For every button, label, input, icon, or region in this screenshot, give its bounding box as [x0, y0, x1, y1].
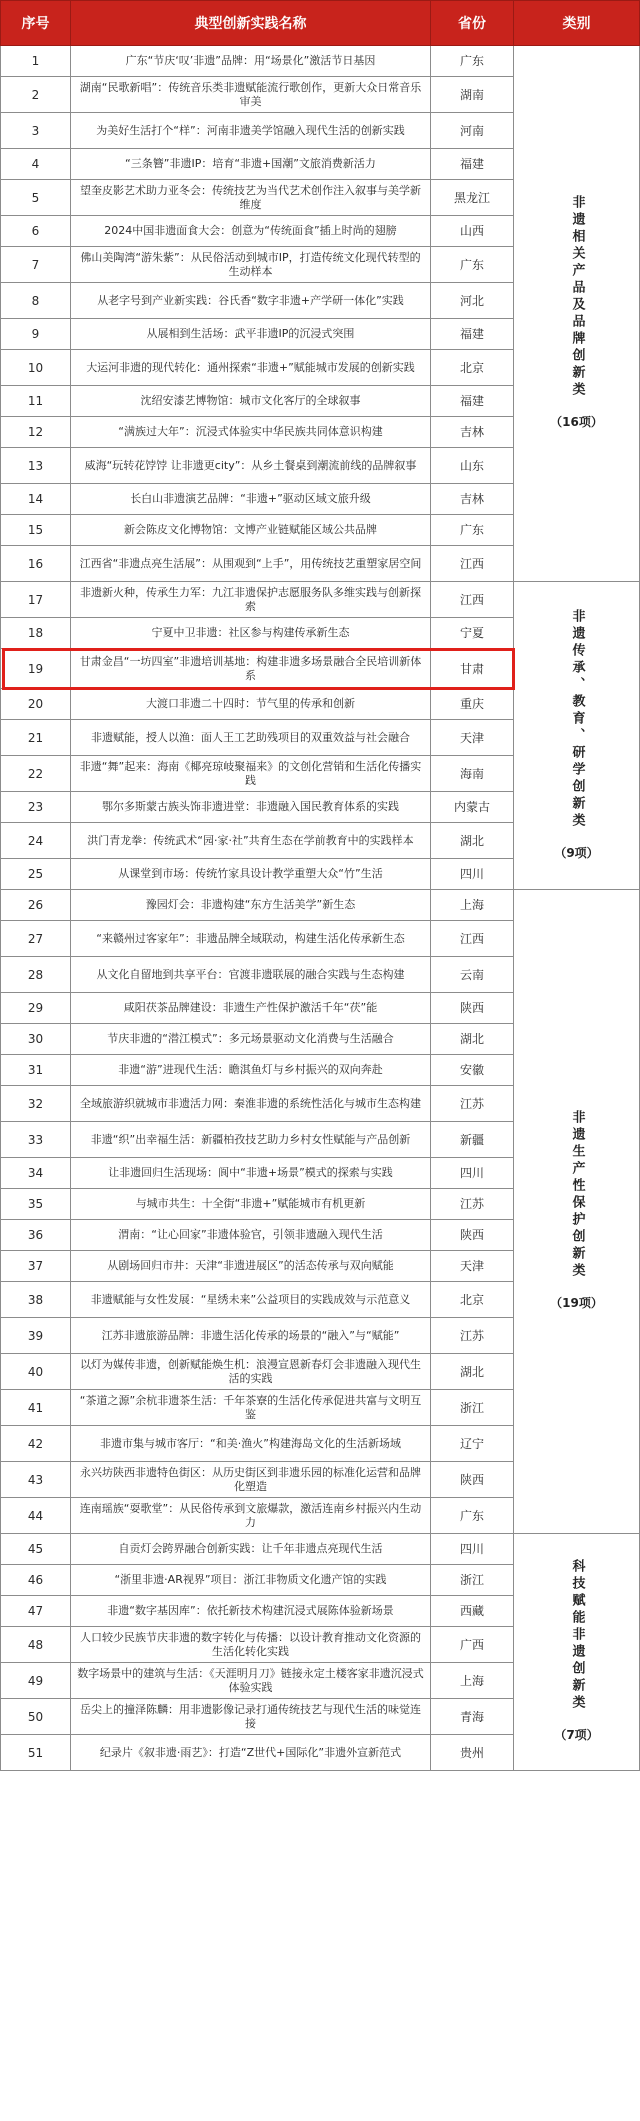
table-row [1, 46, 640, 77]
cell-name: 永兴坊陕西非遗特色街区：从历史街区到非遗乐园的标准化运营和品牌化塑造 [71, 1462, 431, 1498]
cell-name: 非遗“数字基因库”：依托新技术构建沉浸式展陈体验新场景 [71, 1596, 431, 1627]
cell-no: 18 [1, 618, 71, 649]
cell-province: 云南 [431, 957, 514, 993]
cell-province: 安徽 [431, 1055, 514, 1086]
cell-province: 四川 [431, 1158, 514, 1189]
cell-province: 西藏 [431, 1596, 514, 1627]
cell-name: “满族过大年”：沉浸式体验实中华民族共同体意识构建 [71, 417, 431, 448]
category-count: （16项） [550, 415, 603, 429]
cell-no: 10 [1, 350, 71, 386]
cell-no: 47 [1, 1596, 71, 1627]
cell-no: 1 [1, 46, 71, 77]
cell-no: 38 [1, 1282, 71, 1318]
cell-name: 新会陈皮文化博物馆：文博产业链赋能区域公共品牌 [71, 515, 431, 546]
cell-name: 以灯为媒传非遗，创新赋能焕生机：浪漫宣恩新春灯会非遗融入现代生活的实践 [71, 1354, 431, 1390]
cell-no: 13 [1, 448, 71, 484]
cell-province: 上海 [431, 890, 514, 921]
cell-province: 陕西 [431, 993, 514, 1024]
cell-name: “来赣州过客家年”：非遗品牌全域联动，构建生活化传承新生态 [71, 921, 431, 957]
cell-province: 陕西 [431, 1220, 514, 1251]
cell-province: 陕西 [431, 1462, 514, 1498]
cell-province: 浙江 [431, 1565, 514, 1596]
cell-name: 全域旅游织就城市非遗活力网：秦淮非遗的系统性活化与城市生态构建 [71, 1086, 431, 1122]
cell-province: 海南 [431, 756, 514, 792]
cell-no: 48 [1, 1627, 71, 1663]
cell-name: 从剧场回归市井：天津“非遗进展区”的活态传承与双向赋能 [71, 1251, 431, 1282]
cell-province: 湖北 [431, 1354, 514, 1390]
cell-no: 22 [1, 756, 71, 792]
cell-no: 28 [1, 957, 71, 993]
category-count: （19项） [550, 1296, 603, 1310]
cell-name: 鄂尔多斯蒙古族头饰非遗进堂：非遗融入国民教育体系的实践 [71, 792, 431, 823]
cell-no: 19 [1, 649, 71, 689]
cell-province: 新疆 [431, 1122, 514, 1158]
category-count: （9项） [554, 845, 599, 860]
category-label: 科技赋能非遗创新类 [569, 1559, 585, 1712]
cell-no: 50 [1, 1699, 71, 1735]
cell-province: 甘肃 [431, 649, 514, 689]
cell-name: 长白山非遗演艺品牌：“非遗+”驱动区域文旅升级 [71, 484, 431, 515]
table-row [1, 1534, 640, 1565]
cell-province: 宁夏 [431, 618, 514, 649]
cell-name: 广东“节庆‘叹’非遗”品牌：用“场景化”激活节日基因 [71, 46, 431, 77]
cell-province: 江苏 [431, 1086, 514, 1122]
cell-name: 连南瑶族“耍歌堂”：从民俗传承到文旅爆款，激活连南乡村振兴内生动力 [71, 1498, 431, 1534]
category-cell [514, 582, 640, 890]
cell-name: 非遗赋能，授人以渔：面人王工艺助残项目的双重效益与社会融合 [71, 720, 431, 756]
cell-province: 北京 [431, 350, 514, 386]
cell-name: 为美好生活打个“样”：河南非遗美学馆融入现代生活的创新实践 [71, 113, 431, 149]
cell-no: 3 [1, 113, 71, 149]
cell-no: 12 [1, 417, 71, 448]
cell-province: 吉林 [431, 417, 514, 448]
cell-name: 江苏非遗旅游品牌：非遗生活化传承的场景的“融入”与“赋能” [71, 1318, 431, 1354]
cell-name: 望奎皮影艺术助力亚冬会：传统技艺为当代艺术创作注入叙事与美学新维度 [71, 180, 431, 216]
cell-no: 40 [1, 1354, 71, 1390]
cell-name: 非遗赋能与女性发展：“星绣未来”公益项目的实践成效与示范意义 [71, 1282, 431, 1318]
cell-no: 51 [1, 1735, 71, 1771]
cell-province: 湖南 [431, 77, 514, 113]
cell-province: 黑龙江 [431, 180, 514, 216]
cell-name: 威海“玩转花饽饽 让非遗更city”：从乡土餐桌到潮流前线的品牌叙事 [71, 448, 431, 484]
cell-province: 内蒙古 [431, 792, 514, 823]
cell-name: 从课堂到市场：传统竹家具设计教学重塑大众“竹”生活 [71, 859, 431, 890]
cell-name: 非遗新火种，传承生力军：九江非遗保护志愿服务队多维实践与创新探索 [71, 582, 431, 618]
cell-name: 2024中国非遗面食大会：创意为“传统面食”插上时尚的翅膀 [71, 216, 431, 247]
cell-province: 江苏 [431, 1318, 514, 1354]
cell-province: 广东 [431, 247, 514, 283]
cell-no: 23 [1, 792, 71, 823]
cell-province: 福建 [431, 386, 514, 417]
cell-name: 节庆非遗的“潜江模式”：多元场景驱动文化消费与生活融合 [71, 1024, 431, 1055]
cell-no: 29 [1, 993, 71, 1024]
cell-no: 30 [1, 1024, 71, 1055]
cell-no: 45 [1, 1534, 71, 1565]
cell-province: 河南 [431, 113, 514, 149]
cell-province: 山西 [431, 216, 514, 247]
cell-no: 35 [1, 1189, 71, 1220]
cell-name: 洪门青龙拳：传统武术“园·家·社”共育生态在学前教育中的实践样本 [71, 823, 431, 859]
cell-province: 江西 [431, 921, 514, 957]
table-row [1, 582, 640, 618]
cell-province: 重庆 [431, 689, 514, 720]
cell-no: 8 [1, 283, 71, 319]
cell-name: 岳尖上的撞泽陈麟：用非遗影像记录打通传统技艺与现代生活的味觉连接 [71, 1699, 431, 1735]
cell-no: 33 [1, 1122, 71, 1158]
cell-name: 自贡灯会跨界融合创新实践：让千年非遗点亮现代生活 [71, 1534, 431, 1565]
cell-name: 佛山美陶湾“游朱紫”：从民俗活动到城市IP，打造传统文化现代转型的生动样本 [71, 247, 431, 283]
cell-name: 非遗“游”进现代生活：瞻淇鱼灯与乡村振兴的双向奔赴 [71, 1055, 431, 1086]
cell-no: 17 [1, 582, 71, 618]
cell-name: 大渡口非遗二十四时：节气里的传承和创新 [71, 689, 431, 720]
cell-name: 非遗“舞”起来：海南《椰亮琼岐聚福来》的文创化营销和生活化传播实践 [71, 756, 431, 792]
cell-no: 5 [1, 180, 71, 216]
cell-no: 2 [1, 77, 71, 113]
cell-name: 纪录片《叙非遗·雨艺》：打造“Z世代+国际化”非遗外宣新范式 [71, 1735, 431, 1771]
cell-province: 广东 [431, 46, 514, 77]
cell-no: 6 [1, 216, 71, 247]
cell-name: 渭南：“让心回家”非遗体验官，引领非遗融入现代生活 [71, 1220, 431, 1251]
cell-no: 26 [1, 890, 71, 921]
category-cell [514, 46, 640, 582]
table-body [1, 46, 640, 1771]
category-label: 非遗传承、教育、研学创新类 [569, 608, 585, 830]
header-category: 类别 [514, 1, 640, 46]
cell-no: 39 [1, 1318, 71, 1354]
cell-province: 河北 [431, 283, 514, 319]
cell-province: 北京 [431, 1282, 514, 1318]
cell-province: 四川 [431, 1534, 514, 1565]
cell-no: 4 [1, 149, 71, 180]
cell-province: 天津 [431, 1251, 514, 1282]
category-count: （7项） [554, 1728, 599, 1742]
cell-province: 江西 [431, 582, 514, 618]
cell-name: 从展相到生活场：武平非遗IP的沉浸式突围 [71, 319, 431, 350]
cell-province: 辽宁 [431, 1426, 514, 1462]
cell-province: 上海 [431, 1663, 514, 1699]
category-label: 非遗生产性保护创新类 [569, 1110, 585, 1280]
cell-no: 46 [1, 1565, 71, 1596]
table-header-row [1, 1, 640, 46]
category-cell [514, 890, 640, 1534]
cell-name: 数字场景中的建筑与生活：《天涯明月刀》链接永定土楼客家非遗沉浸式体验实践 [71, 1663, 431, 1699]
header-name: 典型创新实践名称 [71, 1, 431, 46]
cell-province: 吉林 [431, 484, 514, 515]
cell-name: 让非遗回归生活现场：阆中“非遗+场景”模式的探索与实践 [71, 1158, 431, 1189]
cell-no: 42 [1, 1426, 71, 1462]
header-no: 序号 [1, 1, 71, 46]
cell-province: 四川 [431, 859, 514, 890]
cell-province: 天津 [431, 720, 514, 756]
cell-name: 湖南“民歌新唱”：传统音乐类非遗赋能流行歌创作，更新大众日常音乐审美 [71, 77, 431, 113]
cell-no: 37 [1, 1251, 71, 1282]
cell-name: 宁夏中卫非遗：社区参与构建传承新生态 [71, 618, 431, 649]
cell-no: 25 [1, 859, 71, 890]
cell-province: 广东 [431, 1498, 514, 1534]
header-province: 省份 [431, 1, 514, 46]
cell-no: 15 [1, 515, 71, 546]
cell-no: 24 [1, 823, 71, 859]
cell-no: 7 [1, 247, 71, 283]
cell-province: 山东 [431, 448, 514, 484]
cell-name: “茶道之源”余杭非遗茶生活：千年茶寮的生活化传承促进共富与文明互鉴 [71, 1390, 431, 1426]
cell-province: 福建 [431, 149, 514, 180]
cell-name: 沈绍安漆艺博物馆：城市文化客厅的全球叙事 [71, 386, 431, 417]
cell-name: 非遗市集与城市客厅：“和美·渔火”构建海岛文化的生活新场域 [71, 1426, 431, 1462]
cell-province: 江西 [431, 546, 514, 582]
cell-province: 广西 [431, 1627, 514, 1663]
cell-no: 20 [1, 689, 71, 720]
cell-province: 青海 [431, 1699, 514, 1735]
cell-name: 非遗“织”出幸福生活：新疆柏孜技艺助力乡村女性赋能与产品创新 [71, 1122, 431, 1158]
cell-province: 广东 [431, 515, 514, 546]
cell-no: 49 [1, 1663, 71, 1699]
cell-no: 11 [1, 386, 71, 417]
cell-no: 16 [1, 546, 71, 582]
cell-no: 41 [1, 1390, 71, 1426]
cell-name: 江西省“非遗点亮生活展”：从围观到“上手”，用传统技艺重塑家居空间 [71, 546, 431, 582]
cell-no: 34 [1, 1158, 71, 1189]
cell-name: “浙里非遗·AR视界”项目：浙江非物质文化遗产馆的实践 [71, 1565, 431, 1596]
cell-province: 江苏 [431, 1189, 514, 1220]
cell-no: 31 [1, 1055, 71, 1086]
cell-no: 44 [1, 1498, 71, 1534]
cell-no: 43 [1, 1462, 71, 1498]
cell-province: 湖北 [431, 823, 514, 859]
cell-name: 从文化自留地到共享平台：官渡非遗联展的融合实践与生态构建 [71, 957, 431, 993]
cell-name: 与城市共生：十全街“非遗+”赋能城市有机更新 [71, 1189, 431, 1220]
cell-name: 甘肃金昌“一坊四室”非遗培训基地：构建非遗多场景融合全民培训新体系 [71, 649, 431, 689]
cell-name: 从老字号到产业新实践：谷氏香“数字非遗+产学研一体化”实践 [71, 283, 431, 319]
cell-name: 人口较少民族节庆非遗的数字转化与传播：以设计教育推动文化资源的生活化转化实践 [71, 1627, 431, 1663]
cell-no: 27 [1, 921, 71, 957]
category-cell [514, 1534, 640, 1771]
cell-province: 浙江 [431, 1390, 514, 1426]
cell-no: 9 [1, 319, 71, 350]
table-row [1, 890, 640, 921]
cell-province: 湖北 [431, 1024, 514, 1055]
cell-name: “三条簪”非遗IP：培育“非遗+国潮”文旅消费新活力 [71, 149, 431, 180]
category-label: 非遗相关产品及品牌创新类 [569, 195, 585, 399]
cell-no: 14 [1, 484, 71, 515]
cell-name: 豫园灯会：非遗构建“东方生活美学”新生态 [71, 890, 431, 921]
cell-province: 福建 [431, 319, 514, 350]
cell-no: 32 [1, 1086, 71, 1122]
cell-no: 36 [1, 1220, 71, 1251]
cell-name: 大运河非遗的现代转化：通州探索“非遗+”赋能城市发展的创新实践 [71, 350, 431, 386]
cell-name: 咸阳茯茶品牌建设：非遗生产性保护激活千年“茯”能 [71, 993, 431, 1024]
cell-province: 贵州 [431, 1735, 514, 1771]
cell-no: 21 [1, 720, 71, 756]
